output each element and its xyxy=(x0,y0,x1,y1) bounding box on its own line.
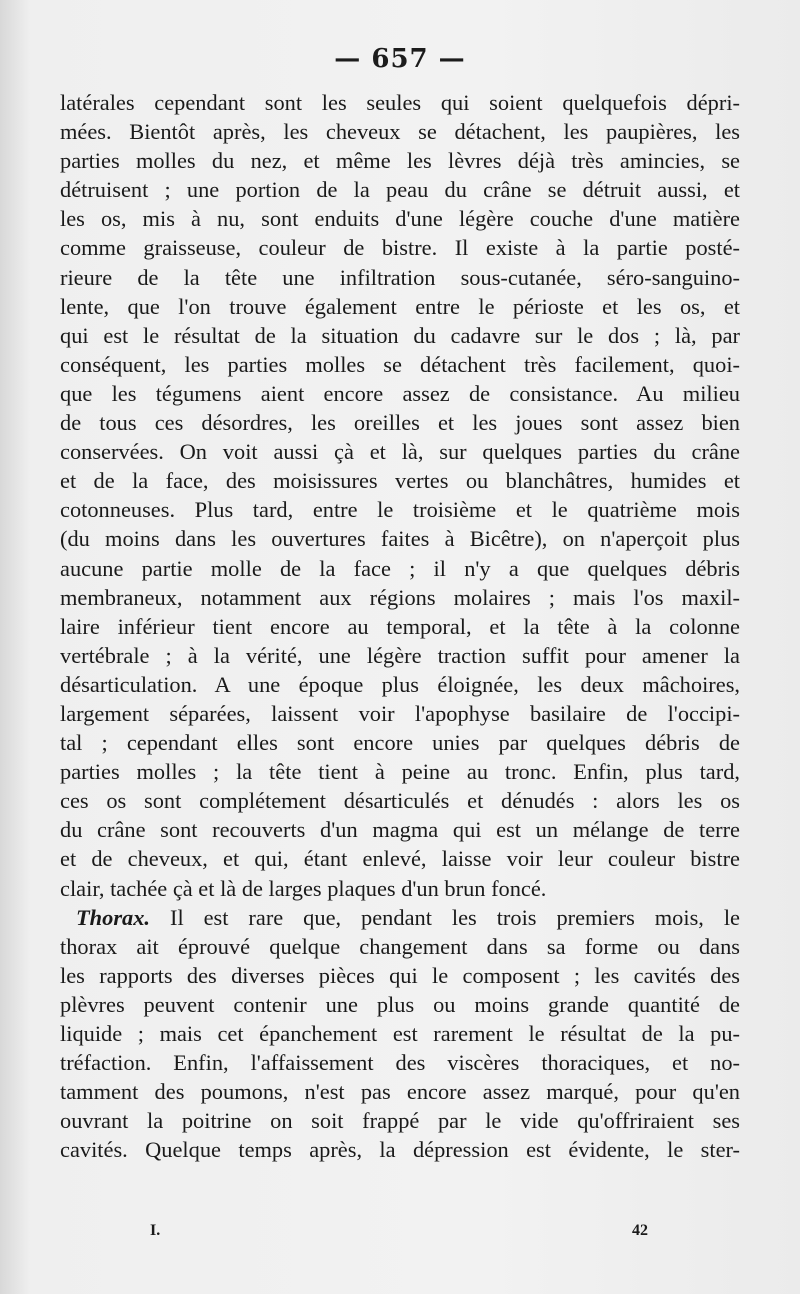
text-line: largement séparées, laissent voir l'apophyse basilaire de l'occipi- xyxy=(60,700,740,726)
text-line: les os, mis à nu, sont enduits d'une légère couche d'une matière xyxy=(60,206,740,232)
text-line: ces os sont complétement désarticulés et dénudés : alors les os xyxy=(60,788,740,814)
text-line-rest: Il est rare que, pendant les trois premiers mois, le xyxy=(150,904,740,930)
sheet-number: 42 xyxy=(632,1222,648,1239)
paragraph-cadaver-head xyxy=(60,88,740,903)
text-line: conséquent, les parties molles se détachent très facilement, quoi- xyxy=(60,351,740,377)
text-line: laire inférieur tient encore au temporal, et la tête à la colonne xyxy=(60,613,740,639)
text-line: comme graisseuse, couleur de bistre. Il existe à la partie posté- xyxy=(60,235,740,261)
page-body xyxy=(60,88,740,1164)
text-line: et de cheveux, et qui, étant enlevé, laisse voir leur couleur bistre xyxy=(60,846,740,872)
text-line: conservées. On voit aussi çà et là, sur quelques parties du crâne xyxy=(60,439,740,465)
text-line: désarticulation. A une époque plus éloignée, les deux mâchoires, xyxy=(60,671,740,697)
signature-mark: I. xyxy=(150,1222,161,1239)
text-line: ouvrant la poitrine on soit frappé par le vide qu'offriraient ses xyxy=(60,1108,740,1134)
text-line: rieure de la tête une infiltration sous-cutanée, séro-sanguino- xyxy=(60,264,740,290)
text-line: les rapports des diverses pièces qui le composent ; les cavités des xyxy=(60,962,740,988)
text-line: vertébrale ; à la vérité, une légère traction suffit pour amener la xyxy=(60,642,740,668)
text-line: tamment des poumons, n'est pas encore assez marqué, pour qu'en xyxy=(60,1079,740,1105)
text-line: détruisent ; une portion de la peau du crâne se détruit aussi, et xyxy=(60,177,740,203)
text-line: (du moins dans les ouvertures faites à Bicêtre), on n'aperçoit plus xyxy=(60,526,740,552)
text-line: thorax ait éprouvé quelque changement dans sa forme ou dans xyxy=(60,933,740,959)
text-line: plèvres peuvent contenir une plus ou moins grande quantité de xyxy=(60,991,740,1017)
text-line: parties molles du nez, et même les lèvres déjà très amincies, se xyxy=(60,148,740,174)
text-line: cavités. Quelque temps après, la dépression est évidente, le ster- xyxy=(60,1137,740,1163)
text-line: du crâne sont recouverts d'un magma qui est un mélange de terre xyxy=(60,817,740,843)
text-line: membraneux, notamment aux régions molaires ; mais l'os maxil- xyxy=(60,584,740,610)
text-line: qui est le résultat de la situation du cadavre sur le dos ; là, par xyxy=(60,322,740,348)
text-line: cotonneuses. Plus tard, entre le troisième et le quatrième mois xyxy=(60,497,740,523)
text-line: clair, tachée çà et là de larges plaques d'un brun foncé. xyxy=(60,875,547,901)
text-line: tréfaction. Enfin, l'affaissement des viscères thoraciques, et no- xyxy=(60,1050,740,1076)
text-line: et de la face, des moisissures vertes ou blanchâtres, humides et xyxy=(60,468,740,494)
text-line: parties molles ; la tête tient à peine au tronc. Enfin, plus tard, xyxy=(60,759,740,785)
text-line: aucune partie molle de la face ; il n'y a que quelques débris xyxy=(60,555,740,581)
text-line: liquide ; mais cet épanchement est rarement le résultat de la pu- xyxy=(60,1021,740,1046)
paragraph-thorax xyxy=(60,903,740,1165)
section-lead-thorax: Thorax. xyxy=(76,904,151,930)
text-line xyxy=(60,903,740,932)
text-line: de tous ces désordres, les oreilles et les joues sont assez bien xyxy=(60,410,740,436)
text-line: que les tégumens aient encore assez de consistance. Au milieu xyxy=(60,380,740,406)
text-line: mées. Bientôt après, les cheveux se détachent, les paupières, les xyxy=(60,119,740,145)
text-line: tal ; cependant elles sont encore unies par quelques débris de xyxy=(60,730,740,756)
page-number: — 657 — xyxy=(334,44,466,74)
text-line: lente, que l'on trouve également entre le périoste et les os, et xyxy=(60,293,740,319)
text-line: latérales cependant sont les seules qui soient quelquefois dépri- xyxy=(60,90,740,115)
